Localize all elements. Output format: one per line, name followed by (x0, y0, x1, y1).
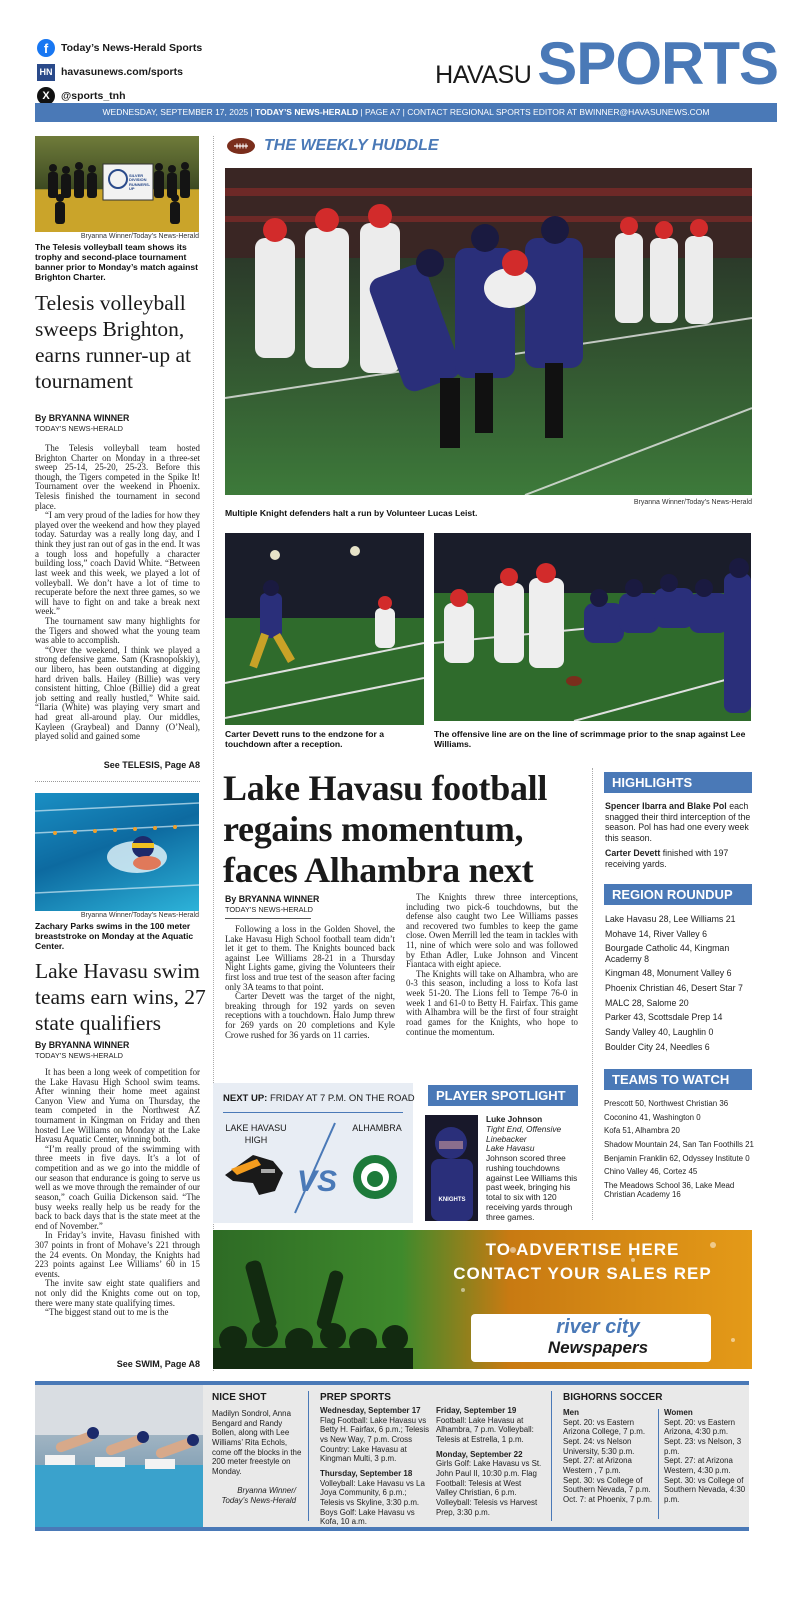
volleyball-body: The Telesis volleyball team hosted Brighton Charter on Monday in a three-set sweep 25-14, 25-20, 25-23. Before this though, the Tigers competed in the Spike It! Tournament over the weekend in Phoenix. Telesis finished the tournament in second place. “I am very proud of the ladies for how they played over the weekend and how they played today. Saturday was a really long day, and I think they just ran out of gas in the end. It was a tough loss and hopefully a character building loss,” coach David White. “Between last week and this week, we played a lot of volleyball. We don’t have a lot of time to recuperate before the next three games, so we will have to fight on and take a break next week.” The tournament saw many highlights for the Tigers and showed what the young team was able to accomplish. “Over the weekend, I think we played a strong defensive game. Sam (Krasnopolskiy), our libero, has been outstanding at digging hard driven balls. Hailey (Billie) was very consistent hitting, Chloe (Billie) did a great job setting and really hustled,” White said. “Ilaria (White) was playing very smart and had great all-around play. Our middles, Kayleen (Graybeal) and Danny (O’Neal), played solid and gained some (35, 444, 200, 742)
volleyball-team-photo (35, 136, 199, 232)
photo-caption: The Telesis volleyball team shows its trophy and second-place tournament banner prior to Monday’s match against Brighton Charter. (35, 242, 198, 283)
lion-logo-icon (353, 1155, 397, 1199)
list-item: The Meadows School 36, Lake Mead Christian Academy 16 (604, 1181, 735, 1200)
prep-col-2: Friday, September 19 Football: Lake Havasu at Alhambra, 7 p.m. Volleyball: Telesis at Estrella, 1 p.m. Monday, September 22 Girls Golf: Lake Havasu vs St. John Paul II, 10:30 p.m. Flag Football: Telesis at West Valley Christian, 6 p.m. Volleyball: Telesis vs Harvest Prep, 3:30 p.m. (436, 1406, 542, 1517)
roundup-title: REGION ROUNDUP (604, 884, 752, 905)
prep-col-1: Wednesday, September 17 Flag Football: Lake Havasu vs Betty H. Fairfax, 6 p.m.; Telesis vs New Way, 7 p.m. Cross Country: Lake Havasu at Kingman Multi, 3 p.m. Thursday, September 18 Volleyball: Lake Havasu vs La Joya Community, 6 p.m.; Telesis vs Skyline, 3:30 p.m. Boys Golf: Lake Havasu vs Kofa, 10 a.m. (320, 1406, 430, 1527)
roundup-list (605, 914, 753, 1056)
ad-logo-top: river city (556, 1316, 640, 1338)
list-item: Bourgade Catholic 44, Kingman Academy 8 (605, 943, 730, 964)
nice-shot-text: Madilyn Sondrol, Anna Bengard and Randy Bollen, along with Lee Williams’ Rita Echols, come off the blocks in the 200 meter freestyle on Monday. (212, 1409, 302, 1476)
list-item: Benjamin Franklin 62, Odyssey Institute 0 (604, 1153, 750, 1163)
spotlight-title: PLAYER SPOTLIGHT (428, 1085, 578, 1106)
watch-list (604, 1099, 754, 1204)
x-link[interactable]: X @sports_tnh (37, 86, 257, 106)
prep-sports-title: PREP SPORTS (320, 1392, 391, 1403)
swimmers-diving (35, 1385, 203, 1527)
masthead-social (37, 38, 257, 106)
huddle-title: THE WEEKLY HUDDLE (264, 137, 439, 154)
right-photo-caption: The offensive line are on the line of scrimmage prior to the snap against Lee Williams. (434, 729, 746, 750)
list-item: Boulder City 24, Needles 6 (605, 1041, 710, 1052)
list-item: MALC 28, Salome 20 (605, 997, 689, 1008)
bighorns-title: BIGHORNS SOCCER (563, 1392, 663, 1403)
list-item: Parker 43, Scottsdale Prep 14 (605, 1012, 723, 1023)
knight-logo-icon (225, 1155, 283, 1195)
swim-body: It has been a long week of competition for the Lake Havasu High School swim teams. After winning their home meet against Canyon View and Yuma on Thursday, the team competed in the Northwest AZ tournament in Kingman on Friday and then hosted Lee Williams on Monday at the Lake Havasu Aquatic Center, winning both. “I’m really proud of the swimming with three meets in five days. It’s a lot of competition and as we go into the middle of our season that endurance is going to serve us well as we move through the remainder of our season,” coach Guilia Dickenson said. “The busy weeks really help us be ready for the back to back days that is the state meet at the end of November.” In Friday’s invite, Havasu finished with 307 points in front of Mohave’s 221 through the 24 events. On Monday, the Knights had 223 points against Lee Williams’ 60 in 15 events. The invite saw eight state qualifiers and not only did the Knights come out on top, there were many state qualifying times. “The biggest stand out to me is the (35, 1068, 200, 1318)
byline-org: TODAY’S NEWS-HERALD (35, 1051, 124, 1060)
bottom-bar (35, 1381, 749, 1531)
photo-caption: Zachary Parks swims in the 100 meter breaststroke on Monday at the Aquatic Center. (35, 921, 194, 952)
volleyball-headline[interactable]: Telesis volleyball sweeps Brighton, earns runner-up at tournament (35, 291, 191, 393)
list-item: Chino Valley 46, Cortez 45 (604, 1167, 698, 1177)
brand-sports: SPORTS (537, 30, 778, 97)
jump-link-telesis[interactable]: See TELESIS, Page A8 (103, 760, 200, 770)
next-up-box: NEXT UP: FRIDAY AT 7 P.M. ON THE ROAD LAKE HAVASU HIGH ALHAMBRA VS (213, 1083, 413, 1223)
away-team-label: ALHAMBRA (352, 1123, 402, 1133)
football-scene (225, 168, 752, 495)
highlights-title: HIGHLIGHTS (604, 772, 752, 793)
left-photo-caption: Carter Devett runs to the endzone for a touchdown after a reception. (225, 729, 385, 750)
photo-credit: Bryanna Winner/Today’s News-Herald (80, 233, 199, 240)
x-icon: X (37, 87, 55, 105)
spotlight-info: Luke Johnson Tight End, Offensive Linebacker Lake Havasu Johnson scored three rushing touchdowns against Lee Williams this past week, bringing his total to six with 120 receiving yards through three games. (486, 1114, 578, 1222)
player-figure (425, 1115, 478, 1221)
website-link[interactable]: HN havasunews.com/sports (37, 62, 257, 82)
endzone-scene (225, 533, 424, 725)
home-team-label: LAKE HAVASU HIGH (225, 1123, 287, 1145)
dateline-strip: WEDNESDAY, SEPTEMBER 17, 2025 | TODAY’S NEWS-HERALD | PAGE A7 | CONTACT REGIONAL SPORTS EDITOR AT BWINNER@HAVASUNEWS.COM (35, 103, 777, 122)
byline-org: TODAY’S NEWS-HERALD (225, 905, 314, 914)
football-col1: Following a loss in the Golden Shovel, the Lake Havasu High School football team didn’t let it get to them. The Knights bounced back against Lee Williams 28-21 in a Thursday Night Lights game, giving the Volunteers their first loss and true test of the season after facing only 3A teams to that point. Carter Devett was the target of the night, breaking through for 192 yards on seven receptions with a touchdown. Halo Jump threw for 269 yards on 20 completions and Kyle Crowe rushed for 36 yards on 11 carries. (225, 925, 395, 1040)
team-silhouettes (35, 136, 199, 232)
football-icon (226, 137, 256, 155)
football-headline[interactable]: Lake Havasu football regains momentum, faces Alhambra next (223, 768, 548, 890)
list-item: Kofa 51, Alhambra 20 (604, 1126, 680, 1136)
sidebar-rule (592, 768, 593, 1220)
list-item: Phoenix Christian 46, Desert Star 7 (605, 982, 743, 993)
nice-shot-photo (35, 1385, 203, 1527)
scrimmage-scene (434, 533, 751, 721)
list-item: Shadow Mountain 24, San Tan Foothills 21 (604, 1140, 754, 1150)
bighorns-men: Men Sept. 20: vs Eastern Arizona College, 7 p.m. Sept. 24: vs Nelson University, 5:30 p.m. Sept. 27: at Arizona Western , 7 p.m. Sept. 30: vs College of Southern Nevada, 7 p.m. Oct. 7: at Phoenix, 7 p.m. (563, 1408, 653, 1504)
vs-mark: VS (297, 1165, 338, 1198)
devett-run-photo (225, 533, 424, 725)
ad-logo-bottom: Newspapers (547, 1338, 649, 1357)
offensive-line-photo (434, 533, 751, 721)
bighorns-women: Women Sept. 20: vs Eastern Arizona, 4:30 p.m. Sept. 23: vs Nelson, 3 p.m. Sept. 27: at Arizona Western, 4:30 p.m. Sept. 30: vs College of Southern Nevada, 4:30 p.m. (664, 1408, 746, 1504)
nice-shot-credit: Bryanna Winner/ Today’s News-Herald (221, 1486, 296, 1505)
divider (35, 781, 200, 782)
spotlight-photo (425, 1115, 478, 1221)
jump-link-swim[interactable]: See SWIM, Page A8 (116, 1359, 200, 1369)
byline: By BRYANNA WINNER (35, 1040, 130, 1050)
huddle-header (226, 134, 439, 158)
main-football-photo (225, 168, 752, 495)
ad-line-1: TO ADVERTISE HERE (485, 1240, 680, 1259)
watch-title: TEAMS TO WATCH (604, 1069, 752, 1090)
hn-logo-icon: HN (37, 64, 55, 81)
photo-credit: Bryanna Winner/Today’s News-Herald (80, 912, 199, 919)
swim-headline[interactable]: Lake Havasu swim teams earn wins, 27 state qualifiers (35, 959, 206, 1035)
list-item: Lake Havasu 28, Lee Williams 21 (605, 914, 736, 924)
main-photo-caption: Multiple Knight defenders halt a run by Volunteer Lucas Leist. (225, 508, 478, 518)
matchup-graphic (213, 1083, 413, 1223)
football-col2: The Knights threw three interceptions, including two pick-6 touchdowns, but the defense also caught two Lee Williams passes and recovered two fumbles to keep the game close. Owen Merrill led the team in tackles with 11, nine of which were solo and was followed by Ethan Adler, Luke Johnson and Vincent Fiantaca with eight apiece. The Knights will take on Alhambra, who are 0-3 this season, including a loss to Kofa last week 51-20. The Lions fell to Tempe 76-0 in week 1 and 61-0 to Betty H. Fairfax. This game with Alhambra will be the first of four straight road games for the Knights, who hope to continue the momentum. (406, 893, 578, 1037)
list-item: Kingman 48, Monument Valley 6 (605, 968, 732, 979)
brand-havasu: HAVASU (435, 61, 532, 89)
section-brand (435, 30, 778, 97)
nice-shot-title: NICE SHOT (212, 1392, 267, 1403)
byline: By BRYANNA WINNER (35, 413, 130, 423)
list-item: Prescott 50, Northwest Christian 36 (604, 1099, 729, 1108)
swimmer-photo (35, 793, 199, 911)
list-item: Coconino 41, Washington 0 (604, 1112, 701, 1122)
facebook-link[interactable]: f Today’s News-Herald Sports (37, 38, 257, 58)
list-item: Sandy Valley 40, Laughlin 0 (605, 1027, 714, 1038)
pool-lanes (35, 793, 199, 911)
facebook-icon: f (37, 39, 55, 57)
ad-line-2: CONTACT YOUR SALES REP (453, 1264, 712, 1283)
byline: By BRYANNA WINNER (225, 894, 320, 904)
banner-text: SILVER DIVISION RUNNERS-UP (129, 173, 151, 192)
list-item: Mohave 14, River Valley 6 (605, 928, 708, 939)
jersey-text: KNIGHTS (438, 1197, 466, 1203)
advertisement-banner[interactable] (213, 1230, 752, 1369)
photo-credit: Bryanna Winner/Today’s News-Herald (633, 499, 752, 506)
byline-rule (225, 918, 311, 919)
highlights-body: Spencer Ibarra and Blake Pol each snagged their third interception of the season. Pol has had one every week this season. Carter Devett finished with 197 receiving yards. (605, 801, 751, 870)
byline-org: TODAY’S NEWS-HERALD (35, 424, 124, 433)
